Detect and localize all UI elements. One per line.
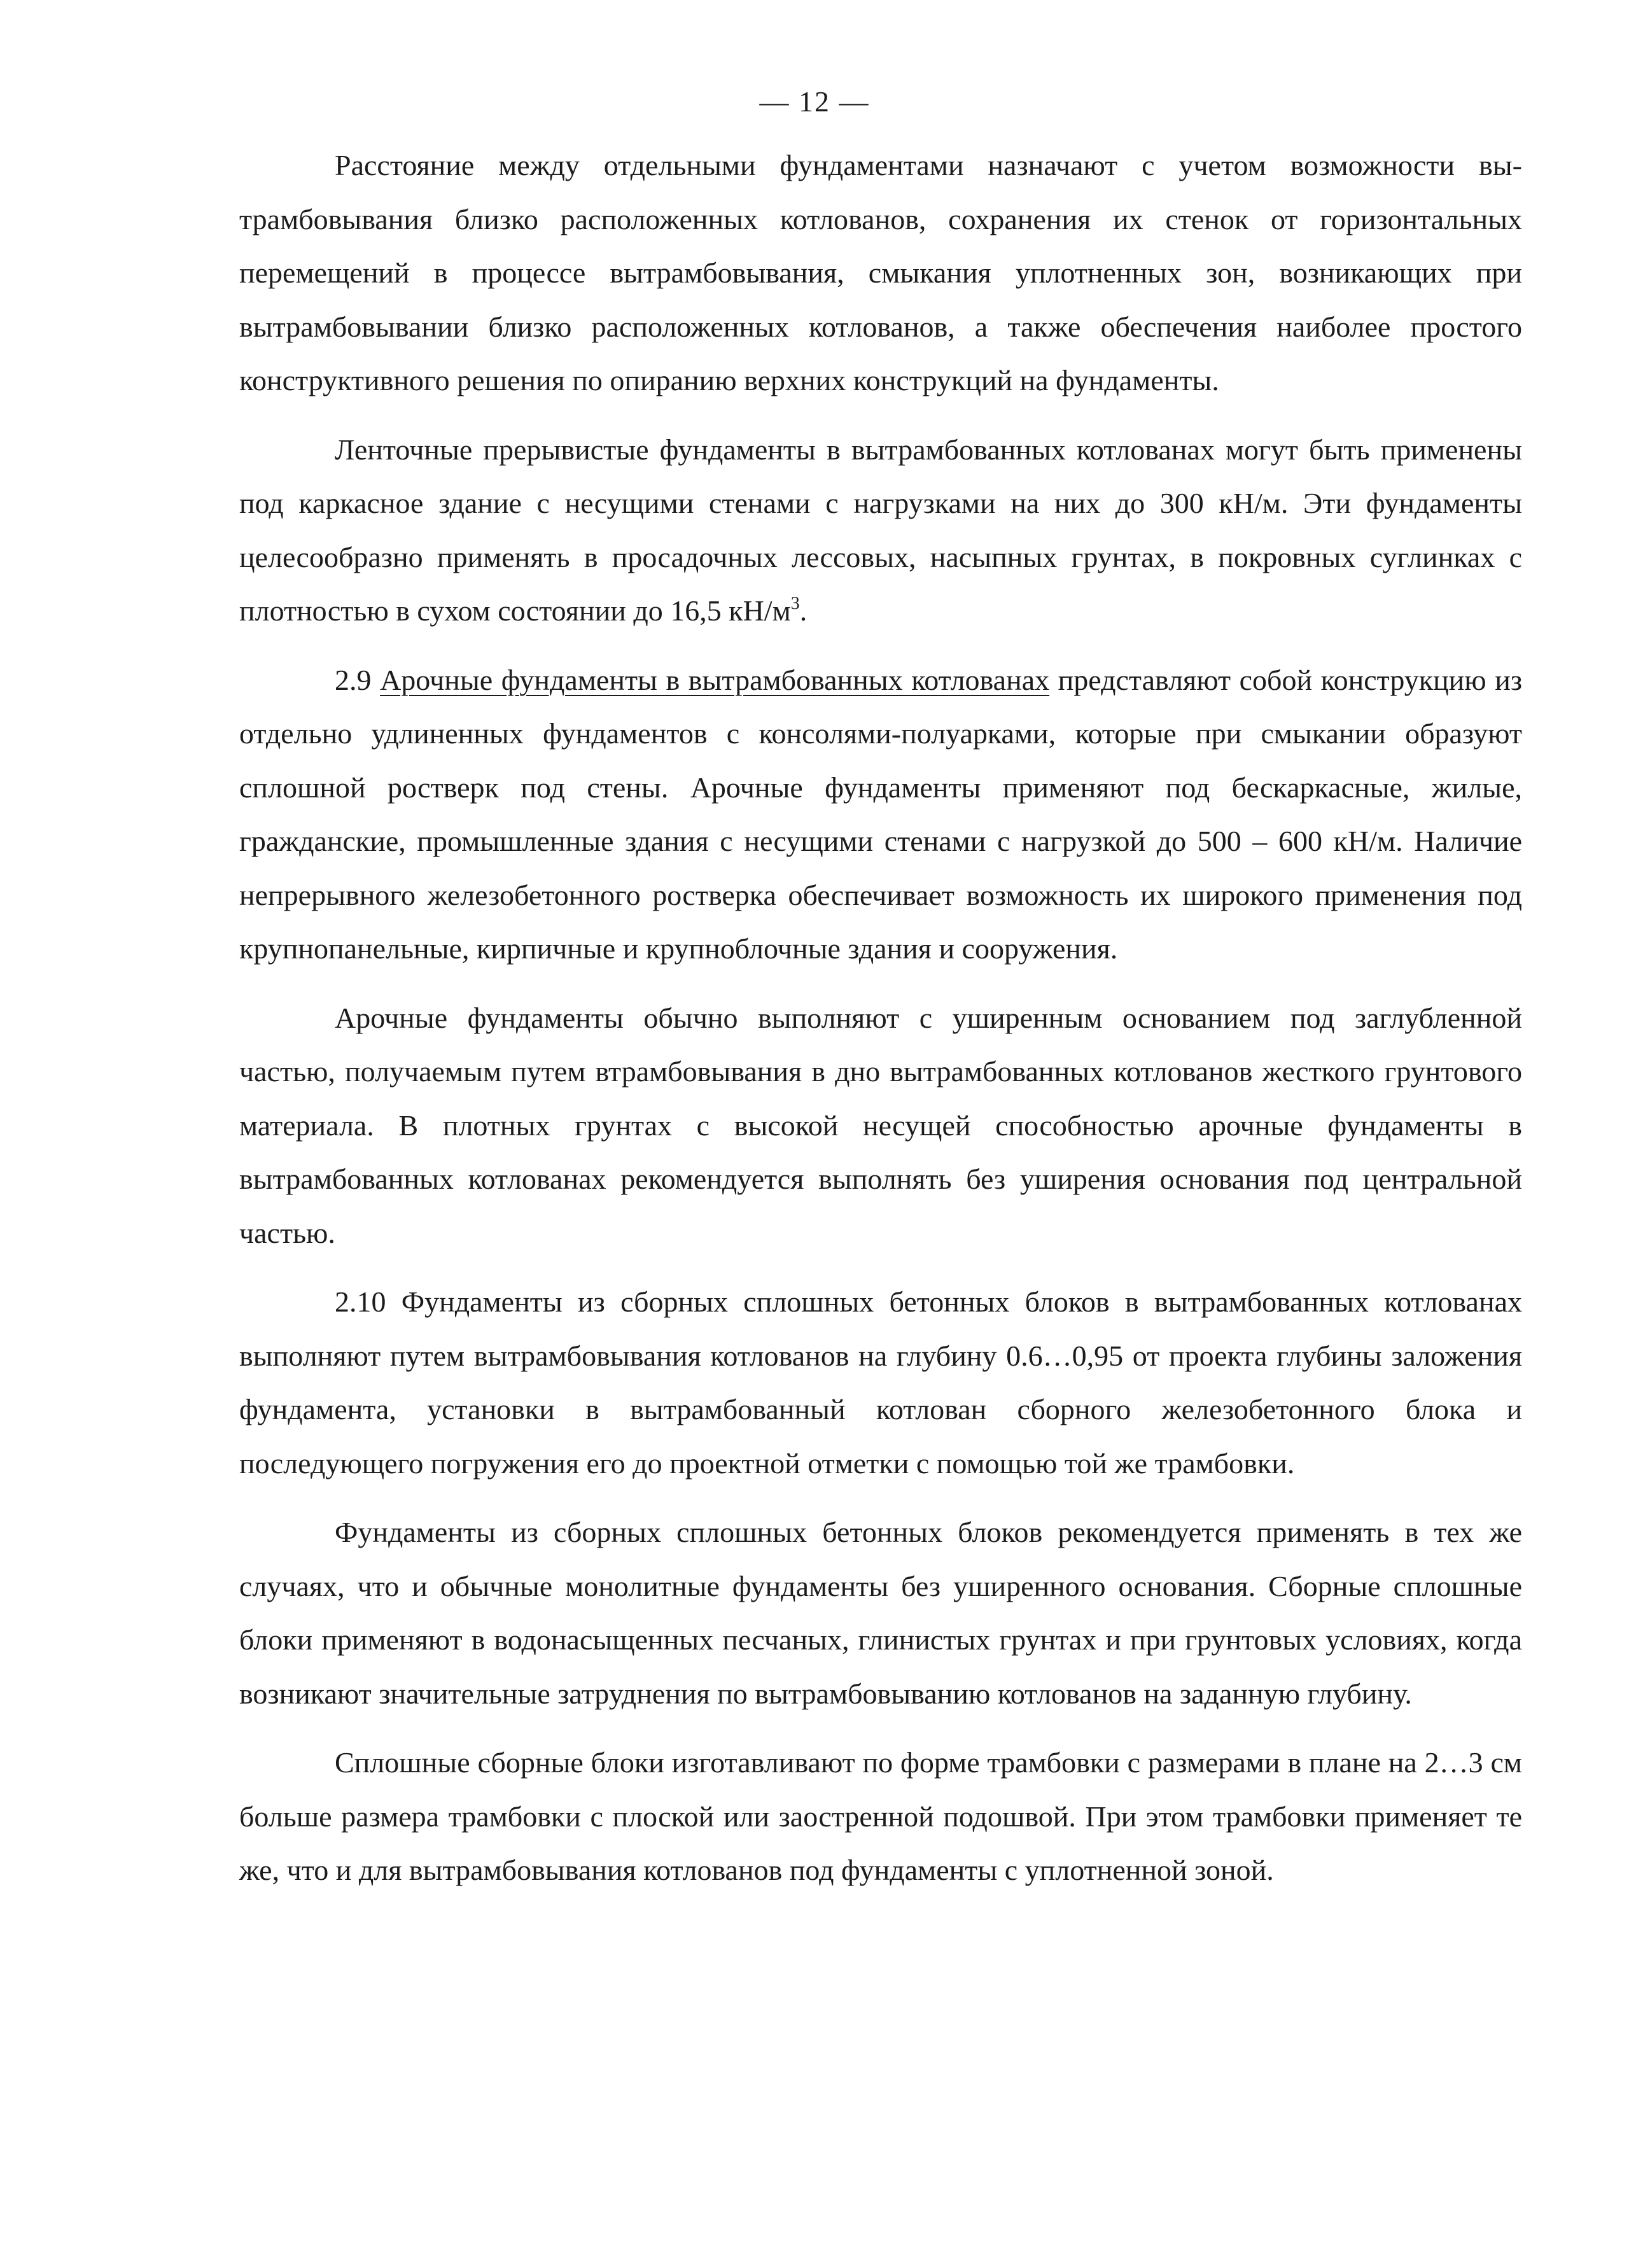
text-run: Сплошные сборные блоки изготавливают по форме трамбовки с размерами в плане на 2…3 см больше размера трамбовки с плоской или заостренной подошвой. При этом трамбовки применяет те же, что и для вытрамбовывания котлованов под фундаменты с уплотненной зоной.: [239, 1746, 1522, 1886]
text-run: представляют собой конструкцию из отдельно удлиненных фундаментов с консолями-полуарками, которые при смыкании образуют сплошной ростверк под стены. Арочные фундаменты применяют под бескаркасные, жилые, гражданские, промышленные здания с несущими стенами с нагрузкой до 500 – 600 кН/м. Наличие непрерывного железобетонного ростверка обеспечивает возможность их широкого применения под крупнопанельные, кирпичные и крупноблочные здания и сооружения.: [239, 663, 1523, 965]
text-run: 2.9: [335, 663, 381, 696]
superscript: 3: [790, 594, 800, 613]
paragraph: [239, 423, 1522, 638]
text-run: 2.10 Фундаменты из сборных сплошных бетонных блоков в вытрамбованных котлованах выполняют путем вытрамбовывания котлованов на глубину 0.6…0,95 от проекта глубины заложения фундамента, установки в вытрамбованный котлован сборного железобетонного блока и последующего погружения его до проектной отметки с помощью той же трамбовки.: [239, 1285, 1522, 1480]
text-run: Фундаменты из сборных сплошных бетонных блоков рекомендуется применять в тех же случаях, что и обычные монолитные фундаменты без уширенного основания. Сборные сплошные блоки применяют в водонасыщенных песчаных, глинистых грунтах и при грунтовых условиях, когда возникают значительные затруднения по вытрамбовыванию котлованов на заданную глубину.: [239, 1516, 1522, 1710]
paragraph: [239, 654, 1522, 976]
document-body: [239, 139, 1522, 1913]
text-run: Расстояние между отдельными фундаментами назначают с учетом возможности вытрамбовывания близко расположенных котлованов, сохранения их стенок от горизонтальных перемещений в процессе вытрамбовывания, смыкания уплотненных зон, возникающих при вытрамбовывании близко расположенных котлованов, а также обеспечения наиболее простого конструктивного решения по опиранию верхних конструкций на фундаменты.: [239, 149, 1522, 396]
paragraph: [239, 1736, 1522, 1898]
paragraph: [239, 1275, 1522, 1490]
paragraph: [239, 139, 1522, 408]
text-run: Арочные фундаменты обычно выполняют с уширенным основанием под заглубленной частью, получаемым путем втрамбовывания в дно вытрамбованных котлованов жесткого грунтового материала. В плотных грунтах с высокой несущей способностью арочные фундаменты в вытрамбованных котлованах рекомендуется выполнять без уширения основания под центральной частью.: [239, 1001, 1522, 1249]
text-run: .: [799, 594, 808, 627]
text-run: Ленточные прерывистые фундаменты в вытрамбованных котлованах могут быть применены под каркасное здание с несущими стенами с нагрузками на них до 300 кН/м. Эти фундаменты целесообразно применять в просадочных лессовых, насыпных грунтах, в покровных суглинках с плотностью в сухом состоянии до 16,5 кН/м: [239, 433, 1522, 627]
paragraph: [239, 991, 1522, 1261]
paragraph: [239, 1506, 1522, 1721]
underlined-term: Арочные фундаменты в вытрамбованных котлованах: [380, 663, 1050, 696]
page-number: — 12 —: [759, 85, 870, 118]
